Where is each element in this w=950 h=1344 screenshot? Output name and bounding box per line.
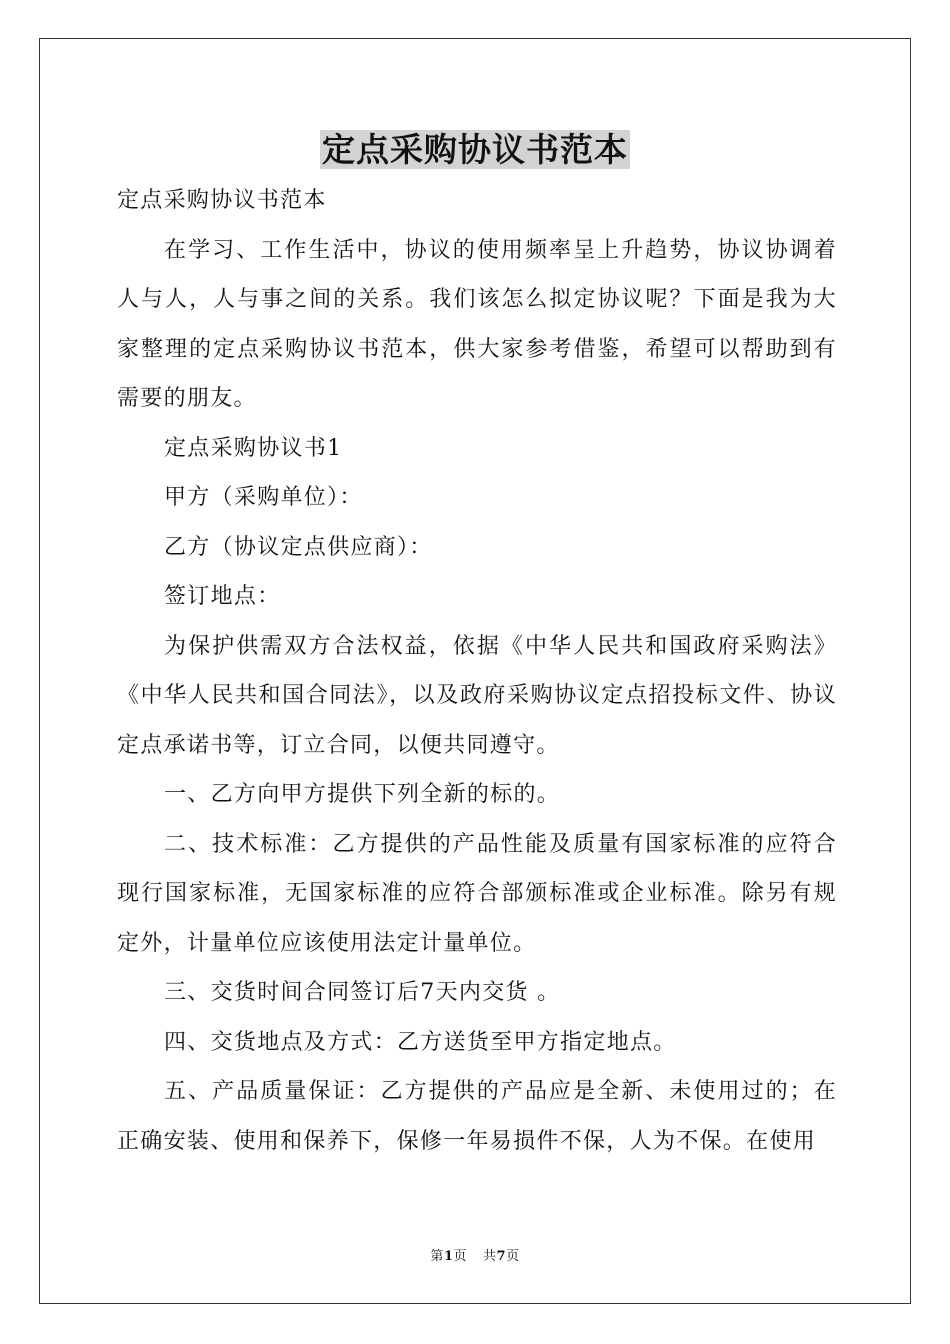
paragraph-clause-5: 五、产品质量保证：乙方提供的产品应是全新、未使用过的；在正确安装、使用和保养下，保修一年易损件不保，人为不保。在使用 bbox=[117, 1079, 837, 1154]
document-body bbox=[117, 176, 837, 1166]
document-subtitle: 定点采购协议书范本 bbox=[117, 188, 327, 213]
footer-page-number: 1 bbox=[443, 1249, 454, 1264]
paragraph-clause-1: 一、乙方向甲方提供下列全新的标的。 bbox=[164, 782, 561, 807]
footer-total-prefix: 共 bbox=[483, 1249, 497, 1264]
paragraph-clause-4: 四、交货地点及方式：乙方送货至甲方指定地点。 bbox=[164, 1029, 677, 1055]
paragraph-party-a: 甲方（采购单位）： bbox=[164, 485, 363, 510]
footer-total-suffix: 页 bbox=[506, 1249, 520, 1264]
paragraph-party-b: 乙方（协议定点供应商）： bbox=[164, 534, 433, 560]
paragraph-clause-3: 三、交货时间合同签订后7天内交货 。 bbox=[164, 980, 561, 1005]
paragraph-signing-place: 签订地点： bbox=[164, 584, 281, 609]
document-title bbox=[0, 128, 950, 172]
footer-total-pages: 7 bbox=[496, 1249, 507, 1264]
paragraph-legal-basis: 为保护供需双方合法权益，依据《中华人民共和国政府采购法》《中华人民共和国合同法》，以及政府采购协议定点招投标文件、协议定点承诺书等，订立合同，以便共同遵守。 bbox=[117, 633, 837, 758]
footer-page-suffix: 页 bbox=[453, 1249, 467, 1264]
paragraph-clause-2: 二、技术标准：乙方提供的产品性能及质量有国家标准的应符合现行国家标准，无国家标准的应符合部颁标准或企业标准。除另有规定外，计量单位应该使用法定计量单位。 bbox=[117, 831, 837, 956]
paragraph-intro: 在学习、工作生活中，协议的使用频率呈上升趋势，协议协调着人与人，人与事之间的关系。我们该怎么拟定协议呢？下面是我为大家整理的定点采购协议书范本，供大家参考借鉴，希望可以帮助到有需要的朋友。 bbox=[117, 237, 837, 411]
document-title-text: 定点采购协议书范本 bbox=[322, 130, 628, 169]
page-footer bbox=[0, 1245, 950, 1264]
footer-page-prefix: 第 bbox=[430, 1249, 444, 1264]
paragraph-heading-agreement-1: 定点采购协议书1 bbox=[164, 435, 343, 461]
